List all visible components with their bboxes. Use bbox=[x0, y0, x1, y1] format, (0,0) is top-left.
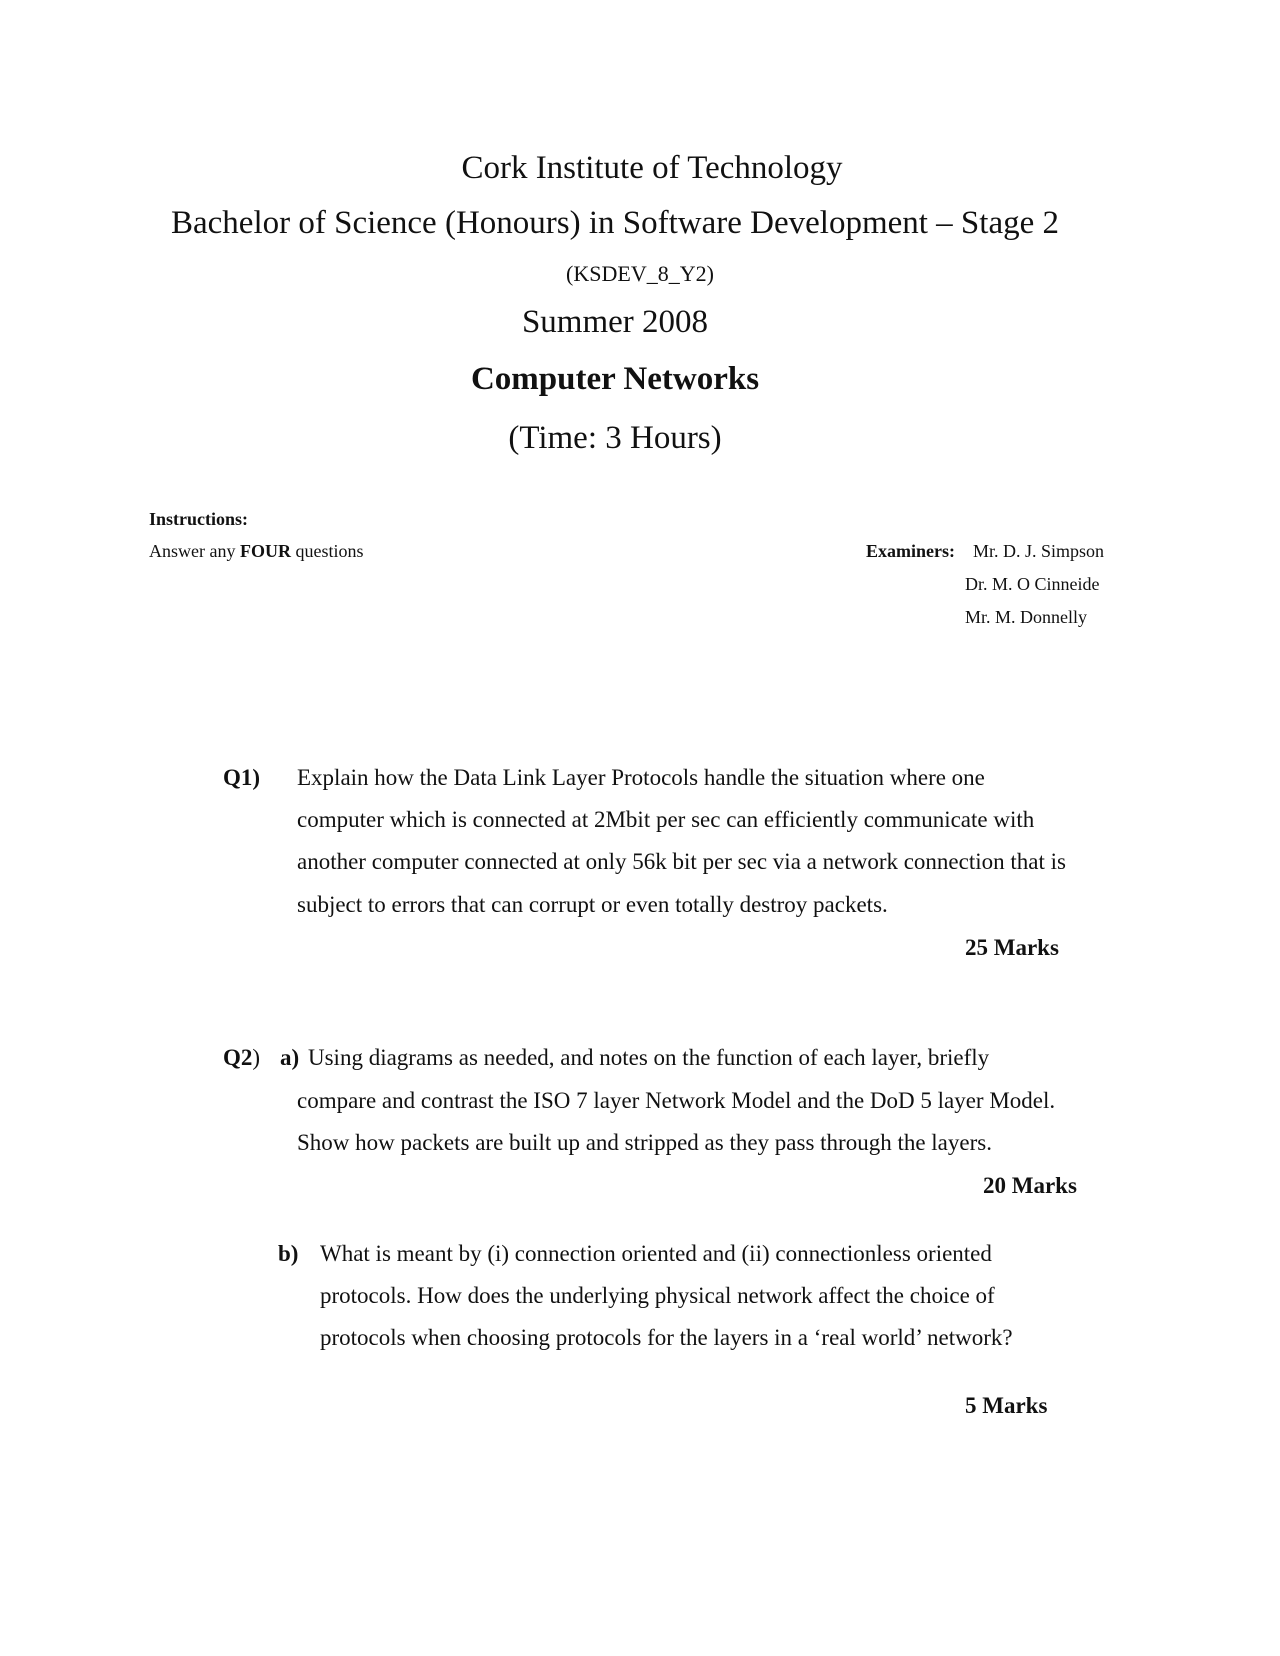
question-2a-marks: 20 Marks bbox=[983, 1173, 1077, 1198]
question-2b-line: protocols when choosing protocols for the layers in a ‘real world’ network? bbox=[320, 1325, 1013, 1350]
programme-title: Bachelor of Science (Honours) in Software Development – Stage 2 bbox=[171, 205, 1059, 241]
question-2a-line: Using diagrams as needed, and notes on the function of each layer, briefly bbox=[308, 1045, 990, 1070]
question-1-line: Explain how the Data Link Layer Protocols handle the situation where one bbox=[297, 765, 985, 790]
question-1-line: subject to errors that can corrupt or even totally destroy packets. bbox=[297, 892, 888, 917]
programme-code: (KSDEV_8_Y2) bbox=[566, 261, 714, 286]
examiners-label: Examiners: bbox=[866, 541, 955, 561]
question-1-marks: 25 Marks bbox=[965, 935, 1059, 960]
examiner-name: Mr. D. J. Simpson bbox=[973, 541, 1105, 561]
instructions-text-suffix: questions bbox=[290, 541, 364, 561]
question-1-label: Q1) bbox=[223, 765, 261, 790]
institution-title: Cork Institute of Technology bbox=[461, 150, 843, 186]
examiner-name: Mr. M. Donnelly bbox=[965, 607, 1088, 627]
exam-duration: (Time: 3 Hours) bbox=[508, 420, 722, 456]
question-2a-label: a) bbox=[280, 1045, 300, 1070]
instructions-text-prefix: Answer any bbox=[149, 541, 240, 561]
question-2b-line: What is meant by (i) connection oriented and (ii) connectionless oriented bbox=[320, 1241, 992, 1266]
question-2-label-paren: ) bbox=[252, 1045, 261, 1070]
question-2-label bbox=[223, 1043, 260, 1073]
exam-session: Summer 2008 bbox=[521, 304, 709, 340]
question-2b-label: b) bbox=[278, 1241, 299, 1266]
question-1-line: another computer connected at only 56k bit per sec via a network connection that is bbox=[297, 849, 1066, 874]
question-2b-line: protocols. How does the underlying physical network affect the choice of bbox=[320, 1283, 995, 1308]
subject-title: Computer Networks bbox=[470, 361, 760, 397]
question-2a-line: compare and contrast the ISO 7 layer Network Model and the DoD 5 layer Model. bbox=[297, 1088, 1056, 1113]
instructions-text bbox=[149, 539, 364, 563]
instructions-heading: Instructions: bbox=[149, 509, 249, 529]
question-2a-line: Show how packets are built up and stripped as they pass through the layers. bbox=[297, 1130, 992, 1155]
examiner-name: Dr. M. O Cinneide bbox=[965, 574, 1100, 594]
question-1-line: computer which is connected at 2Mbit per sec can efficiently communicate with bbox=[297, 807, 1035, 832]
question-2-label-text: Q2 bbox=[223, 1045, 253, 1070]
instructions-emphasis: FOUR bbox=[239, 541, 291, 561]
question-2b-marks: 5 Marks bbox=[965, 1393, 1048, 1418]
